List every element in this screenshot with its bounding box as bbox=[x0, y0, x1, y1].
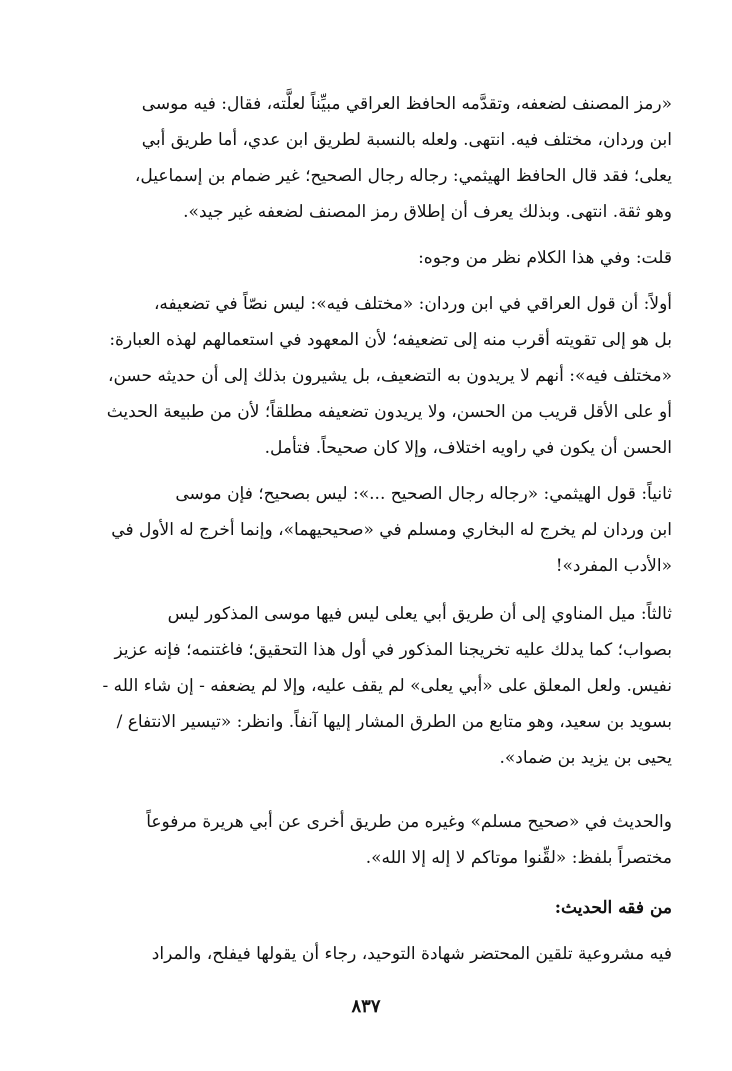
text-line: والحديث في «صحيح مسلم» وغيره من طريق أخرى عن أبي هريرة مرفوعاً bbox=[146, 812, 672, 832]
section-third-line: ثالثاً: ميل المناوي إلى أن طريق أبي يعلى ليس فيها موسى المذكور ليس bbox=[167, 604, 672, 624]
text-line: «رمز المصنف لضعفه، وتقدَّمه الحافظ العراقي مبيِّناً لعلَّته، فقال: فيه موسى bbox=[141, 94, 672, 114]
section-second-line: ثانياً: قول الهيثمي: «رجاله رجال الصحيح ...»: ليس بصحيح؛ فإن موسى bbox=[175, 484, 672, 504]
text-line: بل هو إلى تقويته أقرب منه إلى تضعيفه؛ لأن المعهود في استعمالهم لهذه العبارة: bbox=[109, 330, 672, 350]
text-line: ابن وردان، مختلف فيه. انتهى. ولعله بالنسبة لطريق ابن عدي، أما طريق أبي bbox=[141, 130, 672, 150]
text-line: وهو ثقة. انتهى. وبذلك يعرف أن إطلاق رمز المصنف لضعفه غير جيد». bbox=[183, 202, 672, 222]
text-line: الحسن أن يكون في راويه اختلاف، وإلا كان صحيحاً. فتأمل. bbox=[264, 438, 672, 458]
text-line: فيه مشروعية تلقين المحتضر شهادة التوحيد، رجاء أن يقولها فيفلح، والمراد bbox=[151, 944, 672, 964]
page-number: ٨٣٧ bbox=[351, 996, 381, 1017]
text-line: أو على الأقل قريب من الحسن، ولا يريدون تضعيفه مطلقاً؛ لأن من طبيعة الحديث bbox=[106, 402, 672, 422]
text-line: ابن وردان لم يخرج له البخاري ومسلم في «صحيحيهما»، وإنما أخرج له الأول في bbox=[111, 520, 672, 540]
text-line: يحيى بن يزيد بن ضماد». bbox=[499, 748, 672, 768]
text-line: يعلى؛ فقد قال الحافظ الهيثمي: رجاله رجال الصحيح؛ غير ضمام بن إسماعيل، bbox=[134, 166, 672, 186]
page-body bbox=[60, 0, 672, 1071]
text-line: «الأدب المفرد»! bbox=[555, 556, 672, 576]
section-heading: من فقه الحديث: bbox=[554, 898, 672, 918]
text-line: بسويد بن سعيد، وهو متابع من الطرق المشار إليها آنفاً. وانظر: «تيسير الانتفاع / bbox=[116, 712, 672, 732]
text-line: «مختلف فيه»: أنهم لا يريدون به التضعيف، بل يشيرون بذلك إلى أن حديثه حسن، bbox=[107, 366, 672, 386]
text-line: قلت: وفي هذا الكلام نظر من وجوه: bbox=[418, 248, 672, 268]
text-line: بصواب؛ كما يدلك عليه تخريجنا المذكور في أول هذا التحقيق؛ فاغتنمه؛ فإنه عزيز bbox=[114, 640, 672, 660]
text-line: مختصراً بلفظ: «لقِّنوا موتاكم لا إله إلا الله». bbox=[365, 848, 672, 868]
text-line: نفيس. ولعل المعلق على «أبي يعلى» لم يقف عليه، وإلا لم يضعفه - إن شاء الله - bbox=[102, 676, 672, 696]
section-first-line: أولاً: أن قول العراقي في ابن وردان: «مختلف فيه»: ليس نصّاً في تضعيفه، bbox=[153, 294, 672, 314]
